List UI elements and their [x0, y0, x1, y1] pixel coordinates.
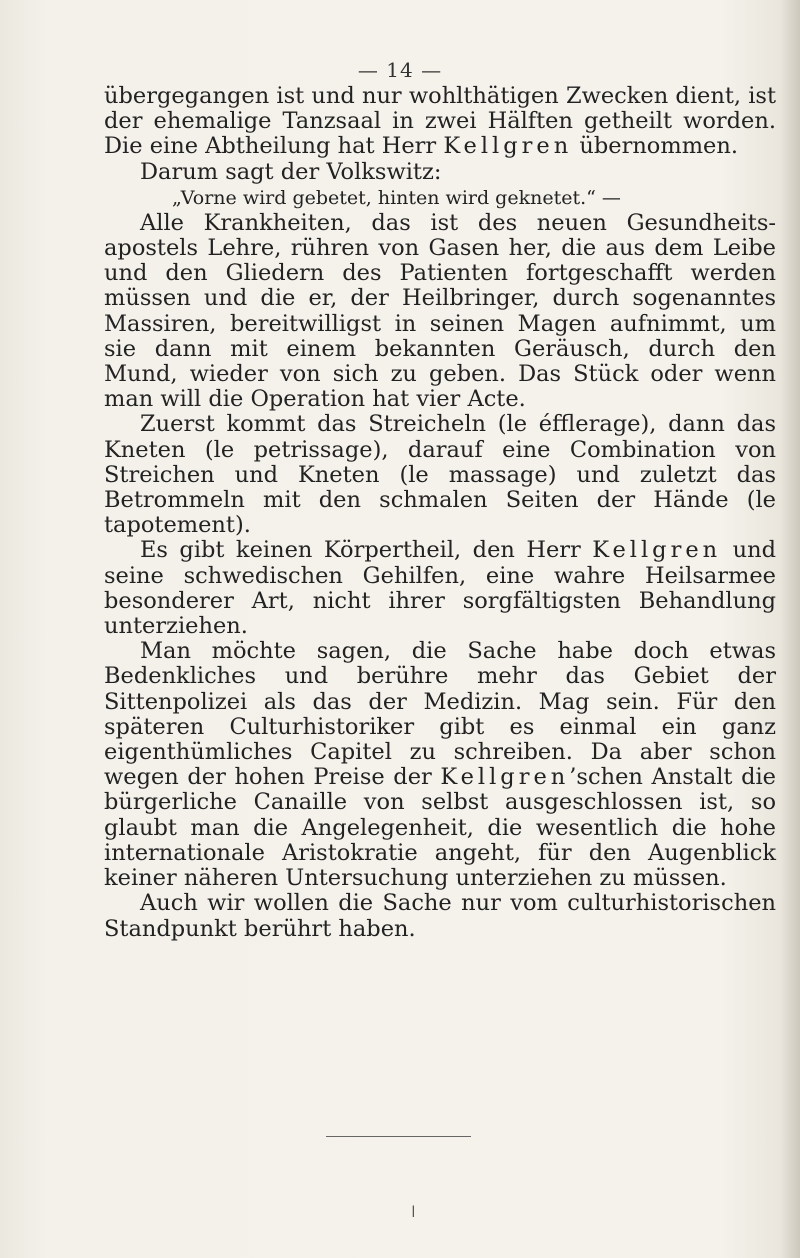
paragraph-3: Alle Krankheiten, das ist des neuen Gesundheits-apostels Lehre, rühren von Gasen her, die aus dem Leibe und den Gliedern des Patienten fortgeschafft werden müssen und die er, der Heilbringer, durch sogenanntes Massiren, bereitwilligst in seinen Magen aufnimmt, um sie dann mit einem bekannten Geräusch, durch den Mund, wieder von sich zu geben. Das Stück oder wenn man will die Operation hat vier Acte.	[104, 209, 776, 413]
paragraph-7: Auch wir wollen die Sache nur vom culturhistorischen Standpunkt berührt haben.	[104, 890, 776, 942]
section-divider	[326, 1136, 471, 1137]
paragraph-4: Zuerst kommt das Streicheln (le éfflerage), dann das Kneten (le petrissage), darauf eine Combination von Streichen und Kneten (le massage) und zuletzt das Betrommeln mit den schmalen Seiten der Hände (le tapotement).	[104, 411, 776, 539]
person-name: Kellgren	[592, 537, 722, 564]
person-name: Kellgren	[443, 133, 573, 160]
paragraph-5	[104, 538, 776, 639]
paragraph-1-tail: übernommen.	[572, 133, 738, 160]
person-name: Kellgren	[440, 764, 570, 791]
paragraph-2: Darum sagt der Volkswitz:	[140, 158, 442, 185]
paragraph-1	[104, 84, 776, 160]
page-edge-shadow	[780, 0, 800, 1258]
paragraph-1-text: übergegangen ist und nur wohlthätigen Zwecken dient, ist der ehemalige Tanzsaal in zwei Hälften getheilt worden. Die eine Abtheilung hat Herr	[104, 83, 776, 160]
body-text	[104, 84, 776, 942]
paragraph-6	[104, 639, 776, 891]
quote-line: „Vorne wird gebetet, hinten wird geknetet.“ —	[172, 186, 621, 209]
paragraph-5-head: Es gibt keinen Körpertheil, den Herr	[140, 537, 593, 564]
footer-mark: ǀ	[411, 1202, 416, 1221]
paragraph-5-tail: und seine schwedischen Gehilfen, eine wahre Heilsarmee besonderer Art, nicht ihrer sorgfältigsten Behandlung unterziehen.	[104, 537, 776, 640]
page-number: — 14 —	[357, 58, 443, 82]
paragraph-6-tail: ’schen Anstalt die bürgerliche Canaille von selbst ausgeschlossen ist, so glaubt man die Angelegenheit, die wesentlich die hohe internationale Aristokratie angeht, für den Augenblick keiner näheren Untersuchung unterziehen zu müssen.	[104, 764, 776, 892]
paragraph-6-head: Man möchte sagen, die Sache habe doch etwas Bedenkliches und berühre mehr das Gebiet der Sittenpolizei als das der Medizin. Mag sein. Für den späteren Culturhistoriker gibt es einmal ein ganz eigenthümliches Capitel zu schreiben. Da aber schon wegen der hohen Preise der	[104, 638, 776, 791]
